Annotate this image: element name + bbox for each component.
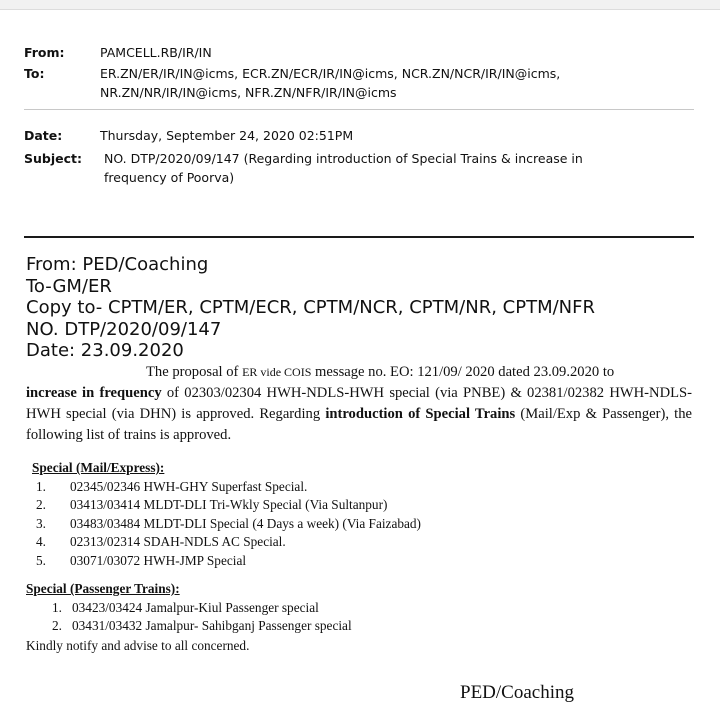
list-item [26, 617, 352, 636]
special-mail-title: Special (Mail/Express): [32, 460, 165, 475]
item-text: 03431/03432 Jamalpur- Sahibganj Passenger special [72, 618, 352, 634]
signature: PED/Coaching [460, 682, 574, 703]
subject-value-line1: NO. DTP/2020/09/147 (Regarding introduction of Special Trains & increase in [104, 151, 583, 166]
list-item [26, 533, 286, 552]
special-passenger-list [26, 599, 352, 636]
list-item [26, 496, 388, 515]
item-text: 03483/03484 MLDT-DLI Special (4 Days a week) (Via Faizabad) [70, 515, 421, 531]
special-passenger-title: Special (Passenger Trains): [26, 581, 180, 596]
subject-value-line2: frequency of Poorva) [104, 170, 235, 185]
top-border [0, 0, 720, 10]
item-number: 2. [52, 618, 62, 634]
memo-date: Date: 23.09.2020 [26, 340, 184, 361]
item-text: 03071/03072 HWH-JMP Special [70, 552, 247, 568]
item-number: 1. [52, 599, 62, 615]
memo-number: NO. DTP/2020/09/147 [26, 318, 222, 340]
header-divider [24, 109, 694, 110]
body-paragraph [26, 362, 692, 383]
date-value: Thursday, September 24, 2020 02:51PM [100, 128, 354, 143]
list-item [26, 552, 247, 571]
special-mail-section [26, 459, 421, 571]
memo-header [26, 254, 595, 362]
body-text-4: (Mail/Exp & Passenger), the following list of trains is approved. [26, 406, 692, 443]
from-label: From: [24, 45, 65, 60]
list-item [26, 478, 308, 497]
from-value: PAMCELL.RB/IR/IN [100, 45, 212, 60]
body-paragraph-cont [26, 383, 692, 446]
to-label: To: [24, 66, 45, 81]
body-bold-1: increase in frequency [26, 385, 162, 401]
header-bottom-rule [24, 236, 694, 238]
item-number: 1. [36, 478, 46, 494]
memo-to: To-GM/ER [26, 275, 112, 297]
item-text: 02345/02346 HWH-GHY Superfast Special. [70, 478, 308, 494]
body-bold-2: introduction of Special Trains [325, 406, 516, 422]
body-text-1: The proposal of [146, 364, 243, 380]
special-passenger-section [26, 580, 352, 636]
to-value-line1: ER.ZN/ER/IR/IN@icms, ECR.ZN/ECR/IR/IN@icms, NCR.ZN/NCR/IR/IN@icms, [100, 66, 561, 81]
item-number: 3. [36, 515, 46, 531]
item-number: 4. [36, 534, 46, 550]
body-text-small: ER vide COIS [242, 365, 312, 379]
closing-line: Kindly notify and advise to all concerned. [26, 638, 250, 653]
item-text: 02313/02314 SDAH-NDLS AC Special. [70, 534, 286, 550]
item-number: 5. [36, 552, 46, 568]
subject-label: Subject: [24, 151, 82, 166]
date-label: Date: [24, 128, 63, 143]
memo-body [26, 362, 692, 446]
special-mail-list [26, 478, 421, 571]
body-text-3: of 02303/02304 HWH-NDLS-HWH special (via PNBE) & 02381/02382 HWH-NDLS-HWH special (via DHN) is approved. Regarding [26, 385, 692, 422]
item-text: 03423/03424 Jamalpur-Kiul Passenger special [72, 599, 319, 615]
memo-copy-to: Copy to- CPTM/ER, CPTM/ECR, CPTM/NCR, CPTM/NR, CPTM/NFR [26, 297, 596, 318]
memo-from: From: PED/Coaching [26, 254, 209, 275]
list-item [26, 599, 319, 618]
item-text: 03413/03414 MLDT-DLI Tri-Wkly Special (Via Sultanpur) [70, 497, 388, 513]
list-item [26, 515, 421, 534]
to-value-line2: NR.ZN/NR/IR/IN@icms, NFR.ZN/NFR/IR/IN@icms [100, 85, 397, 100]
item-number: 2. [36, 497, 46, 513]
body-text-2: message no. EO: 121/09/ 2020 dated 23.09.2020 to [311, 364, 615, 380]
